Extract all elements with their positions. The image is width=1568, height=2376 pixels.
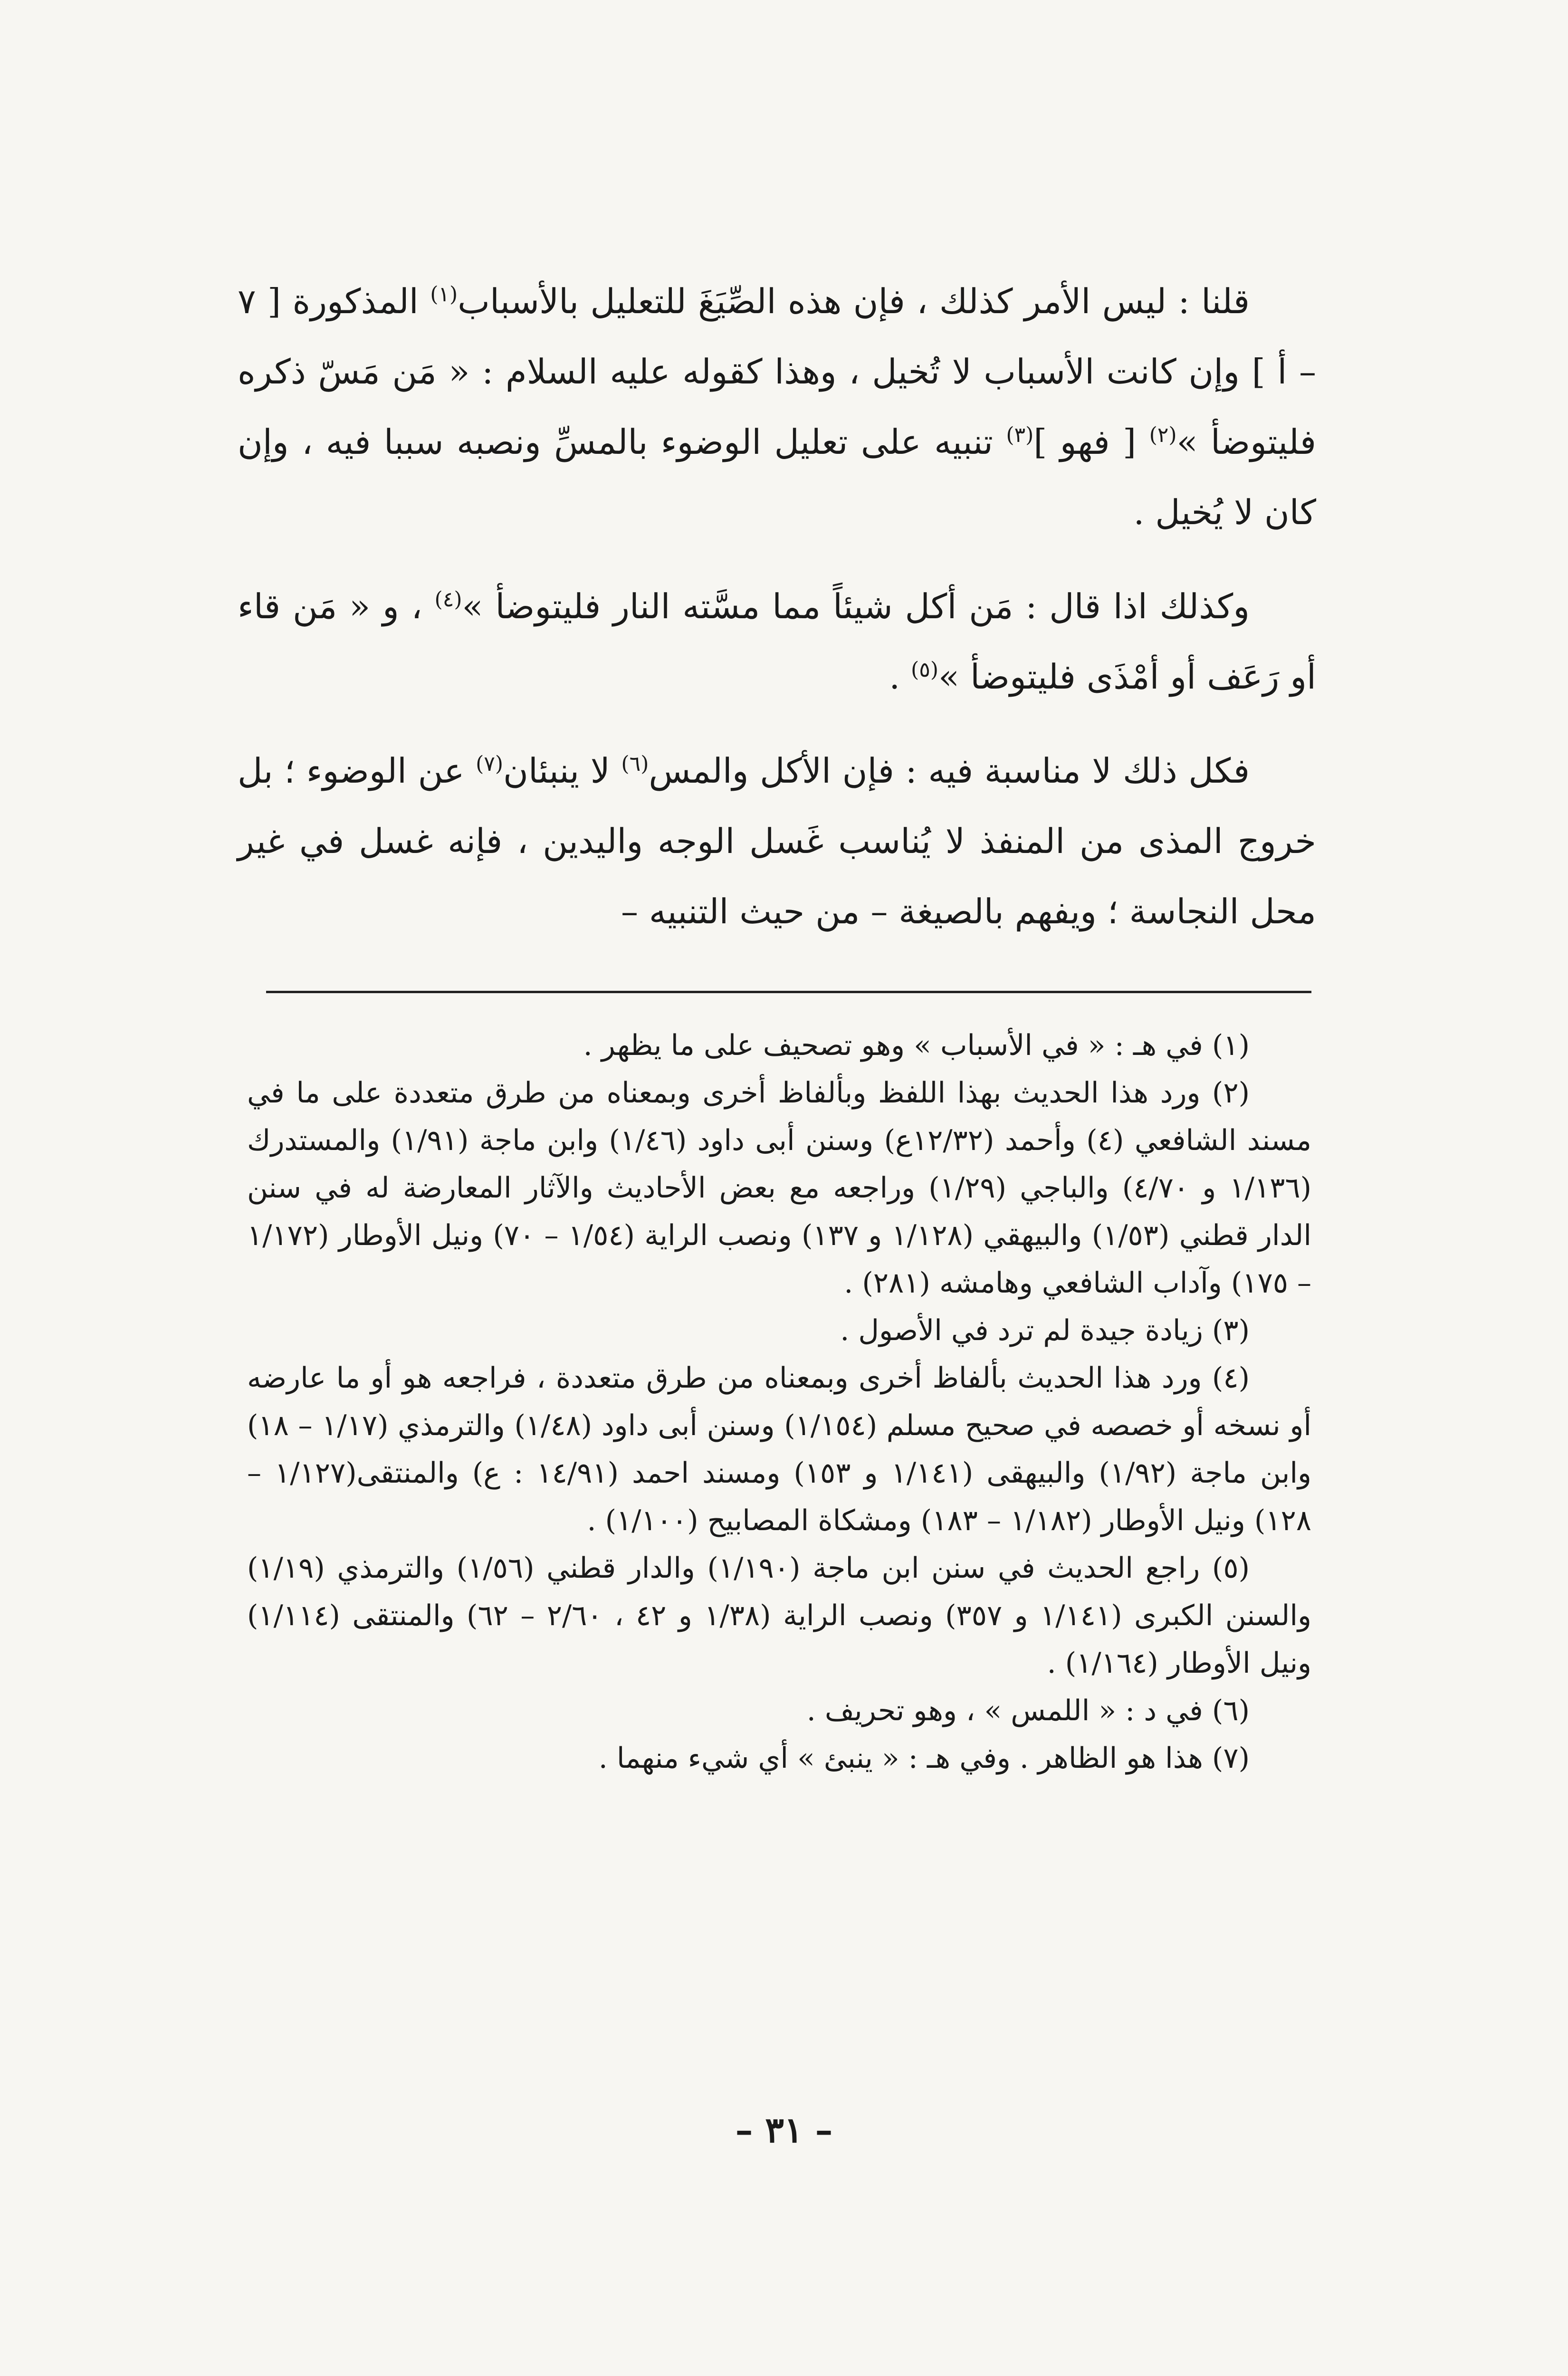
footnote-ref: (٥) bbox=[911, 658, 938, 682]
footnote-ref: (٣) bbox=[1006, 423, 1034, 447]
main-text bbox=[238, 266, 1316, 970]
text-segment: فكل ذلك لا مناسبة فيه : فإن الأكل والمس bbox=[649, 751, 1250, 791]
footnote-ref: (١) bbox=[430, 282, 458, 307]
footnote-ref: (٦) bbox=[621, 752, 649, 776]
footnote-ref: (٧) bbox=[476, 752, 504, 776]
text-segment: ، و « مَن قاء أو رَعَف أو أمْذَى فليتوضأ » bbox=[238, 586, 1316, 697]
footnote: (١) في هـ : « في الأسباب » وهو تصحيف على ما يظهر . bbox=[583, 1029, 1250, 1062]
footnote: (٥) راجع الحديث في سنن ابن ماجة (١/١٩٠) والدار قطني (١/٥٦) والترمذي (١/١٩) والسنن الكبرى (١/١٤١ و ٣٥٧) ونصب الراية (١/٣٨ و ٤٢ ، ٢/٦٠ – ٦٢) والمنتقى (١/١١٤) ونيل الأوطار (١/١٦٤) . bbox=[247, 1552, 1311, 1680]
text-segment: عن الوضوء ؛ بل خروج المذى من المنفذ لا يُناسب غَسل الوجه واليدين ، فإنه غسل في غير محل النجاسة ؛ ويفهم بالصيغة – من حيث التنبيه – bbox=[238, 751, 1317, 931]
text-segment: . bbox=[889, 657, 911, 697]
text-segment: [ فهو ] bbox=[1033, 422, 1149, 462]
footnote: (٣) زيادة جيدة لم ترد في الأصول . bbox=[840, 1314, 1250, 1347]
page-number: – ٣١ – bbox=[735, 2110, 833, 2151]
text-segment: قلنا : ليس الأمر كذلك ، فإن هذه الصِّيَغَ للتعليل بالأسباب bbox=[458, 281, 1250, 321]
footnote-ref: (٤) bbox=[434, 587, 462, 612]
paragraph bbox=[238, 266, 1316, 547]
footnote-ref: (٢) bbox=[1149, 423, 1177, 447]
footnote: (٦) في د : « اللمس » ، وهو تحريف . bbox=[806, 1694, 1250, 1727]
footnote: (٢) ورد هذا الحديث بهذا اللفظ وبألفاظ أخرى وبمعناه من طرق متعددة على ما في مسند الشافعي (٤) وأحمد (١٢/٣٢ع) وسنن أبى داود (١/٤٦) وابن ماجة (١/٩١) والمستدرك (١/١٣٦ و ٤/٧٠) والباجي (١/٢٩) وراجعه مع بعض الأحاديث والآثار المعارضة له في سنن الدار قطني (١/٥٣) والبيهقي (١/١٢٨ و ١٣٧) ونصب الراية (١/٥٤ – ٧٠) ونيل الأوطار (١/١٧٢ – ١٧٥) وآداب الشافعي وهامشه (٢٨١) . bbox=[247, 1076, 1312, 1300]
text-segment: المذكورة [ ٧ – أ ] وإن كانت الأسباب لا تُخيل ، وهذا كقوله عليه السلام : « مَن مَسّ ذكره فليتوضأ » bbox=[238, 281, 1316, 462]
text-segment: لا ينبئان bbox=[503, 751, 621, 791]
footnote-divider bbox=[266, 991, 1311, 993]
text-segment: تنبيه على تعليل الوضوء بالمسِّ ونصبه سببا فيه ، وإن كان لا يُخيل . bbox=[238, 422, 1316, 532]
text-segment: وكذلك اذا قال : مَن أكل شيئاً مما مسَّته النار فليتوضأ » bbox=[462, 586, 1250, 626]
footnote: (٤) ورد هذا الحديث بألفاظ أخرى وبمعناه من طرق متعددة ، فراجعه هو أو ما عارضه أو نسخه أو خصصه في صحيح مسلم (١/١٥٤) وسنن أبى داود (١/٤٨) والترمذي (١/١٧ – ١٨) وابن ماجة (١/٩٢) والبيهقى (١/١٤١ و ١٥٣) ومسند احمد (١٤/٩١ : ع) والمنتقى(١/١٢٧ – ١٢٨) ونيل الأوطار (١/١٨٢ – ١٨٣) ومشكاة المصابيح (١/١٠٠) . bbox=[247, 1361, 1312, 1537]
paragraph bbox=[238, 571, 1316, 712]
footnote: (٧) هذا هو الظاهر . وفي هـ : « ينبئ » أي شيء منهما . bbox=[598, 1742, 1250, 1775]
paragraph bbox=[238, 736, 1316, 947]
footnotes bbox=[247, 1022, 1311, 1782]
